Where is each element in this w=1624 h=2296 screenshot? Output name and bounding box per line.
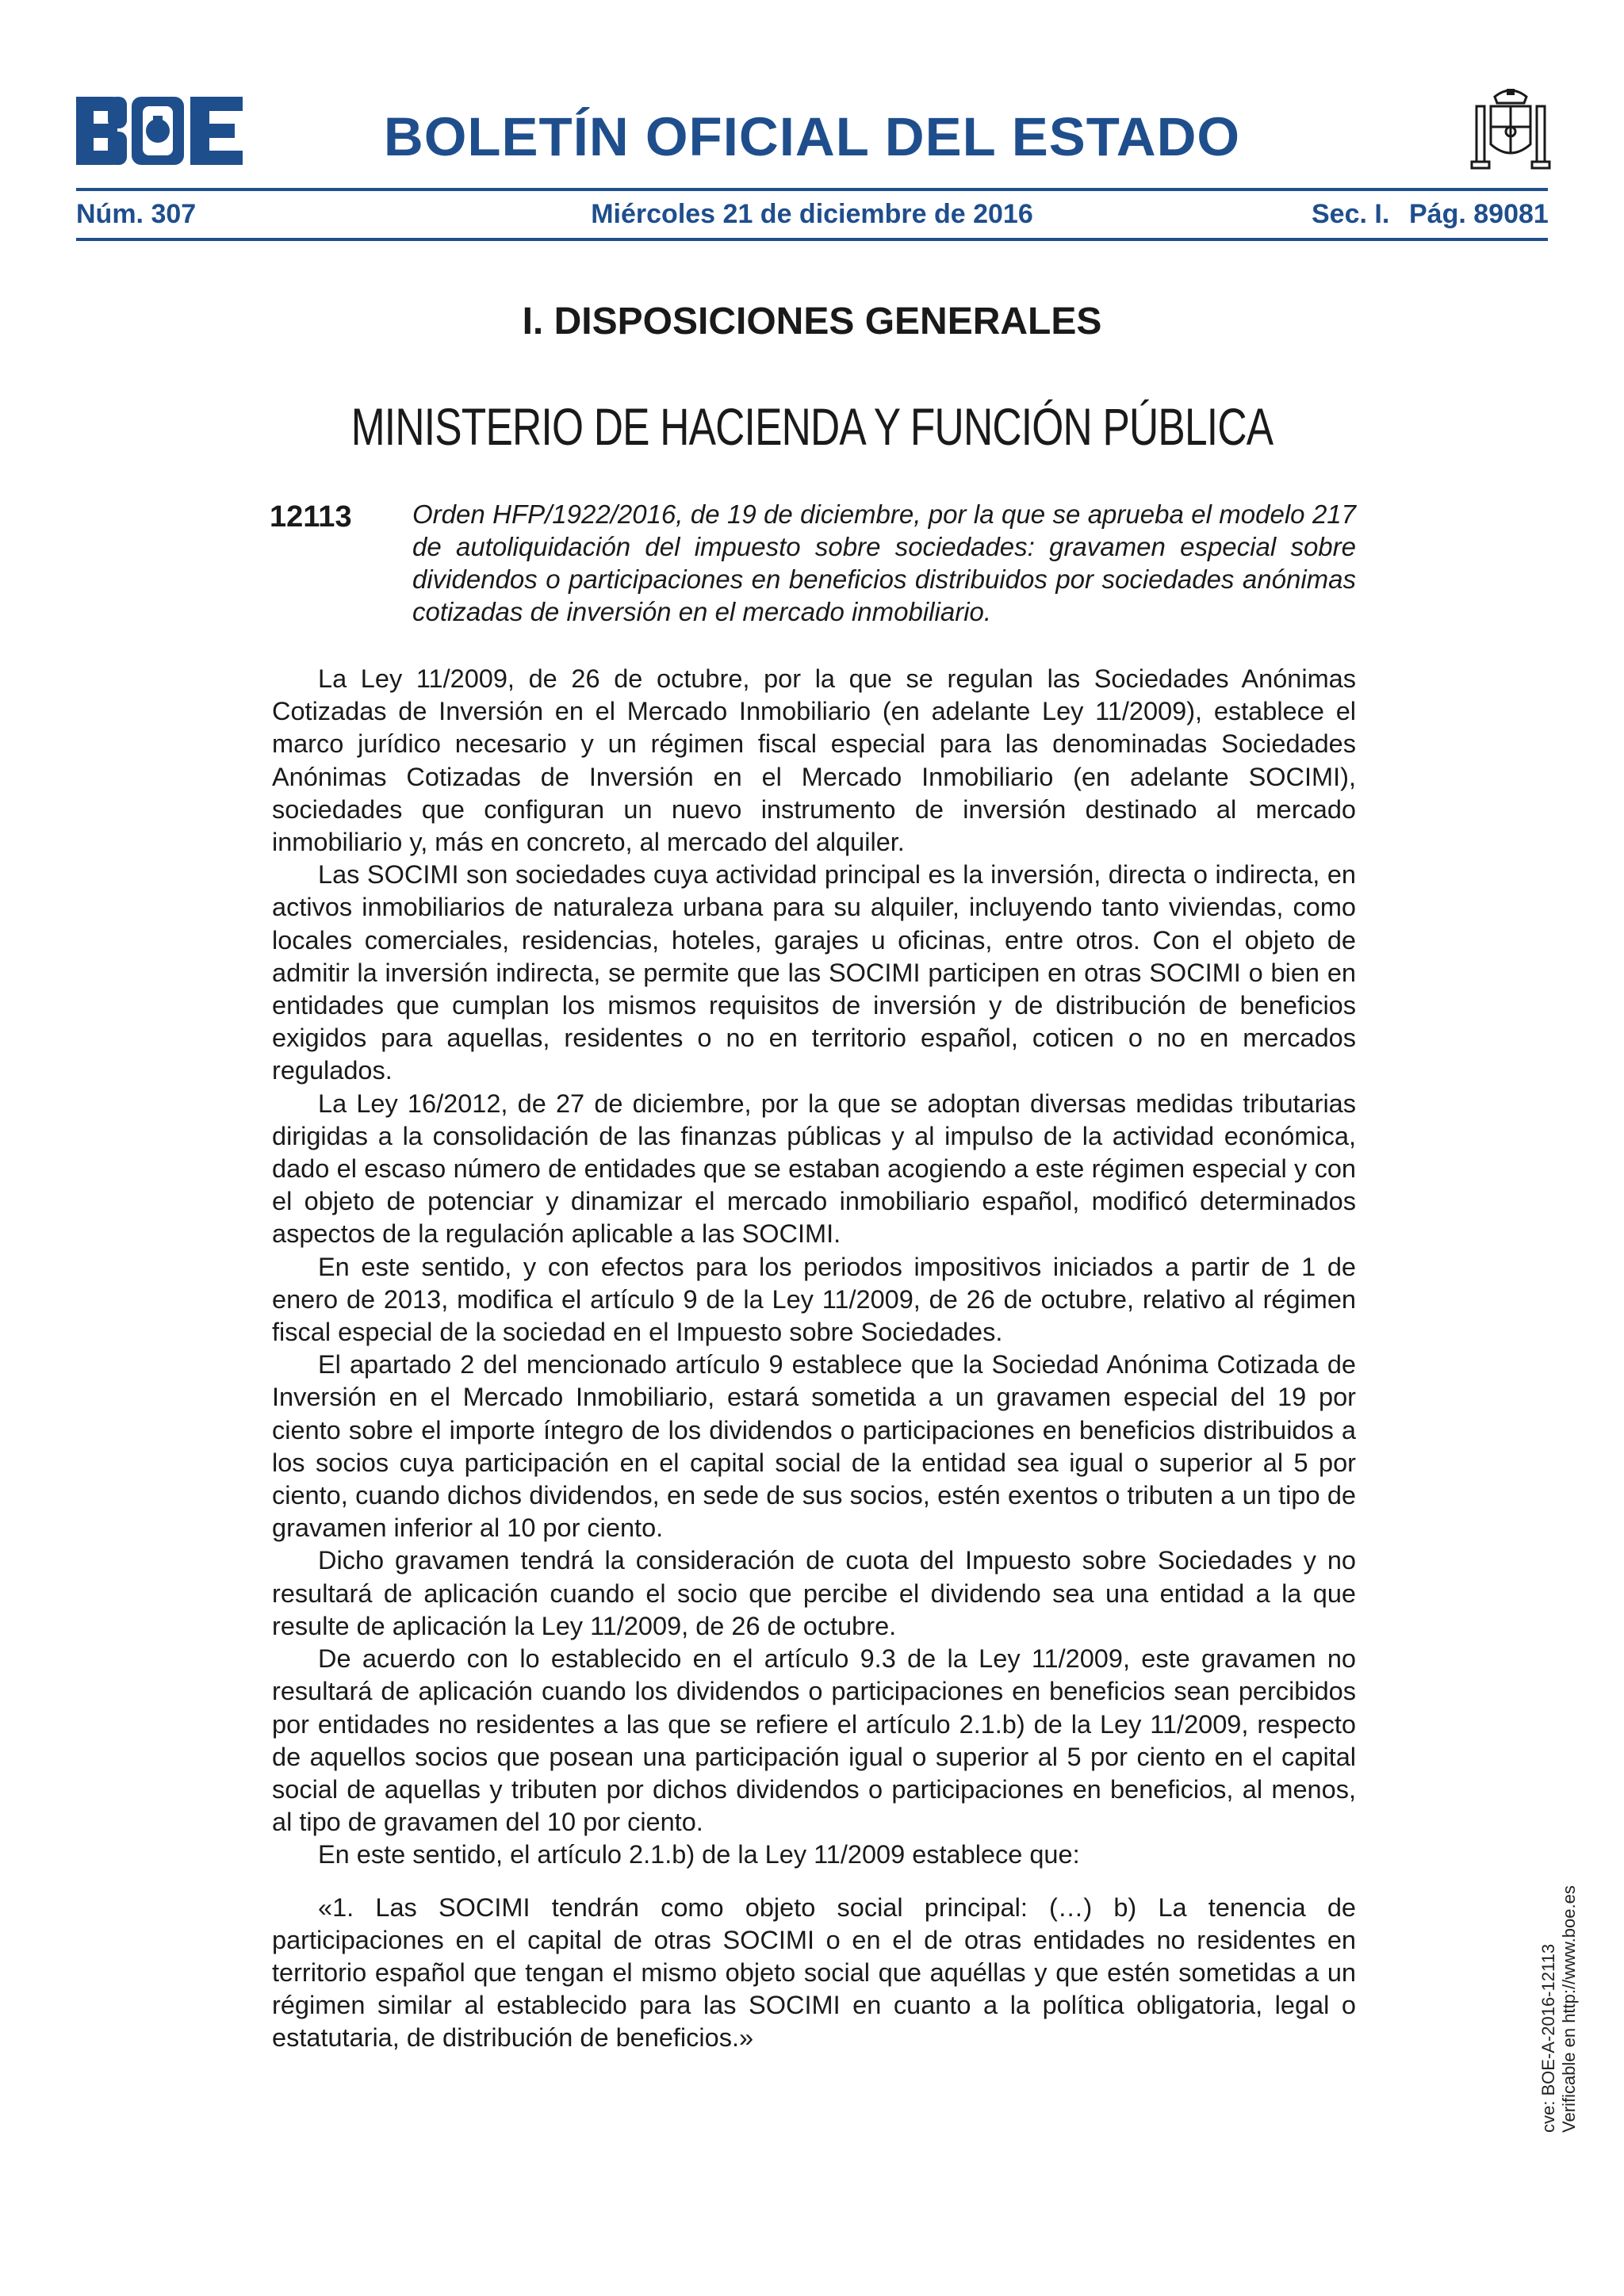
paragraph: Las SOCIMI son sociedades cuya actividad principal es la inversión, directa o indirecta, en activos inmobiliarios de naturaleza urbana para su alquiler, incluyendo tanto viviendas, como locales comerciales, residencias, hoteles, garajes u oficinas, entre otros. Con el objeto de admitir la inversión indirecta, se permite que las SOCIMI participen en otras SOCIMI o bien en entidades que cumplan los mismos requisitos de inversión y de distribución de beneficios exigidos para aquellas, residentes o no en territorio español, coticen o no en mercados regulados. [272,860,1356,1085]
document-number: 12113 [270,500,352,534]
document-body [272,663,1356,2055]
header-rule-top [76,188,1548,191]
issue-date: Miércoles 21 de diciembre de 2016 [591,199,1033,229]
document-summary: Orden HFP/1922/2016, de 19 de diciembre, por la que se aprueba el modelo 217 de autoliquidación del impuesto sobre sociedades: gravamen especial sobre dividendos o participaciones en beneficios distribuidos por sociedades anónimas cotizadas de inversión en el mercado inmobiliario. [412,499,1356,626]
verification-link[interactable]: Verificable en http://www.boe.es [1559,1885,1579,2133]
paragraph: Dicho gravamen tendrá la consideración de cuota del Impuesto sobre Sociedades y no resultará de aplicación cuando el socio que percibe el dividendo sea una entidad a la que resulte de aplicación la Ley 11/2009, de 26 de octubre. [272,1546,1356,1640]
paragraph: En este sentido, y con efectos para los periodos impositivos iniciados a partir de 1 de enero de 2013, modifica el artículo 9 de la Ley 11/2009, de 26 de octubre, relativo al régimen fiscal especial de la sociedad en el Impuesto sobre Sociedades. [272,1252,1356,1347]
coat-of-arms-icon [1467,82,1554,178]
cve-code: cve: BOE-A-2016-12113 [1538,1943,1558,2133]
paragraph: De acuerdo con lo establecido en el artículo 9.3 de la Ley 11/2009, este gravamen no resultará de aplicación cuando los dividendos o participaciones en beneficios sean percibidos por entidades no residentes a las que se refiere el artículo 2.1.b) de la Ley 11/2009, respecto de aquellos socios que posean una participación igual o superior al 5 por ciento en el capital social de aquellas y tributen por dichos dividendos o participaciones en beneficios, al menos, al tipo de gravamen del 10 por ciento. [272,1644,1356,1837]
quoted-article: «1. Las SOCIMI tendrán como objeto social principal: (…) b) La tenencia de participaciones en el capital de otras SOCIMI o en el de otras entidades no residentes en territorio español que tengan el mismo objeto social que aquéllas y que estén sometidas a un régimen similar al establecido para las SOCIMI en cuanto a la política obligatoria, legal o estatutaria, de distribución de beneficios.» [272,1892,1356,2053]
ministry-title: MINISTERIO DE HACIENDA Y FUNCIÓN PÚBLICA [350,397,1274,456]
paragraph: El apartado 2 del mencionado artículo 9 establece que la Sociedad Anónima Cotizada de Inversión en el Mercado Inmobiliario, estará sometida a un gravamen especial del 19 por ciento sobre el importe íntegro de los dividendos o participaciones en beneficios distribuidos a los socios cuya participación en el capital social de la entidad sea igual o superior al 5 por ciento, cuando dichos dividendos, en sede de sus socios, estén exentos o tributen a un tipo de gravamen inferior al 10 por ciento. [272,1350,1356,1543]
paragraph: La Ley 11/2009, de 26 de octubre, por la que se regulan las Sociedades Anónimas Cotizadas de Inversión en el Mercado Inmobiliario (en adelante Ley 11/2009), establece el marco jurídico necesario y un régimen fiscal especial para las denominadas Sociedades Anónimas Cotizadas de Inversión en el Mercado Inmobiliario (en adelante SOCIMI), sociedades que configuran un nuevo instrumento de inversión destinado al mercado inmobiliario y, más en concreto, al mercado del alquiler. [272,664,1356,857]
paragraph: La Ley 16/2012, de 27 de diciembre, por la que se adoptan diversas medidas tributarias dirigidas a la consolidación de las finanzas públicas y al impulso de la actividad económica, dado el escaso número de entidades que se estaban acogiendo a este régimen especial y con el objeto de potenciar y dinamizar el mercado inmobiliario español, modificó determinados aspectos de la regulación aplicable a las SOCIMI. [272,1089,1356,1249]
paragraph: En este sentido, el artículo 2.1.b) de la Ley 11/2009 establece que: [318,1840,1080,1869]
coat-of-arms [1467,82,1554,178]
section-title: I. DISPOSICIONES GENERALES [522,300,1102,342]
issue-number: Núm. 307 [76,199,197,229]
section-label: Sec. I. [1312,199,1390,229]
verification-note [1538,1885,1580,2133]
page-label: Pág. 89081 [1409,199,1549,229]
journal-title: BOLETÍN OFICIAL DEL ESTADO [383,106,1241,167]
header-rule-bottom [76,238,1548,241]
